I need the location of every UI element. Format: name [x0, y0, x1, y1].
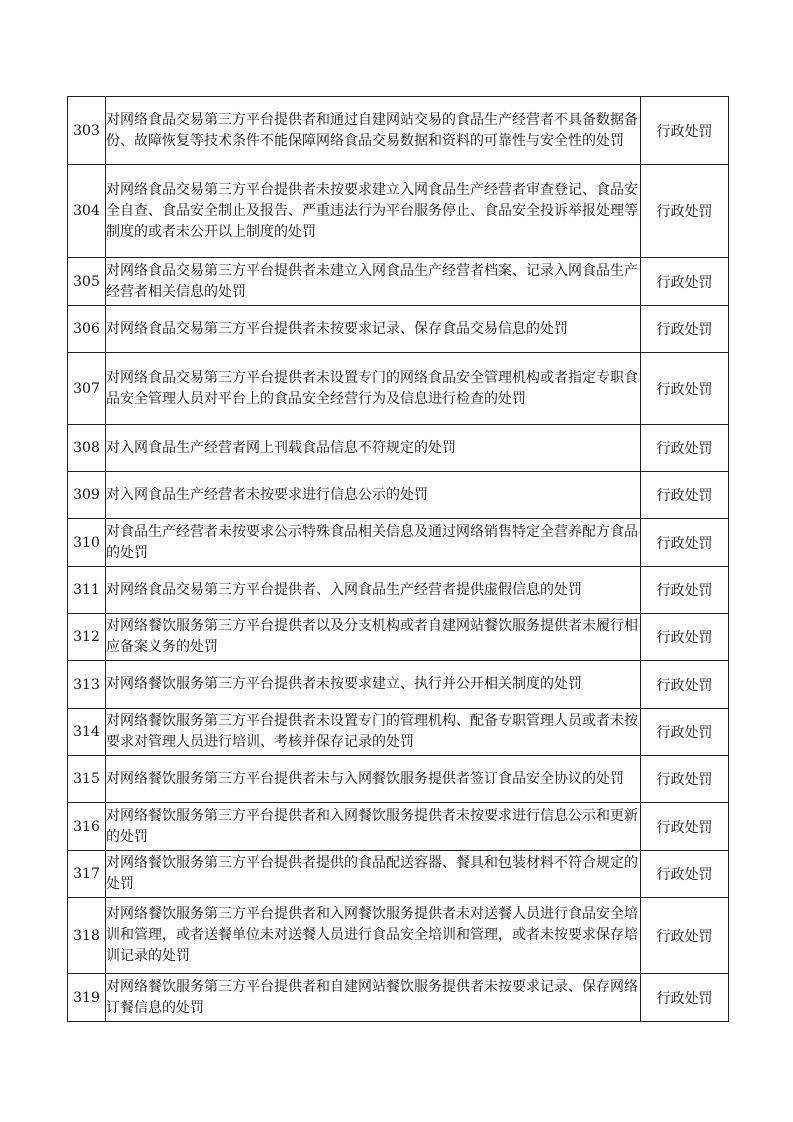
item-type: 行政处罚: [641, 165, 729, 258]
table-row: [68, 709, 729, 756]
item-type: 行政处罚: [641, 306, 729, 353]
item-description: 对网络餐饮服务第三方平台提供者未设置专门的管理机构、配备专职管理人员或者未按要求对管理人员进行培训、考核并保存记录的处罚: [106, 709, 641, 756]
table-row: [68, 851, 729, 898]
item-description: 对网络食品交易第三方平台提供者未建立入网食品生产经营者档案、记录入网食品生产经营者相关信息的处罚: [106, 258, 641, 306]
penalty-items-table: [67, 96, 729, 1022]
table-row: [68, 756, 729, 803]
table-row: [68, 306, 729, 353]
row-number: 316: [68, 803, 106, 851]
row-number: 305: [68, 258, 106, 306]
item-type: 行政处罚: [641, 614, 729, 661]
table-row: [68, 898, 729, 974]
table-row: [68, 974, 729, 1022]
table-body: [68, 97, 729, 1022]
table-row: [68, 258, 729, 306]
table-row: [68, 567, 729, 614]
row-number: 311: [68, 567, 106, 614]
row-number: 306: [68, 306, 106, 353]
item-description: 对网络餐饮服务第三方平台提供者提供的食品配送容器、餐具和包装材料不符合规定的处罚: [106, 851, 641, 898]
item-type: 行政处罚: [641, 803, 729, 851]
item-description: 对入网食品生产经营者未按要求进行信息公示的处罚: [106, 472, 641, 519]
item-description: 对食品生产经营者未按要求公示特殊食品相关信息及通过网络销售特定全营养配方食品的处罚: [106, 519, 641, 567]
row-number: 314: [68, 709, 106, 756]
item-description: 对网络食品交易第三方平台提供者和通过自建网站交易的食品生产经营者不具备数据备份、故障恢复等技术条件不能保障网络食品交易数据和资料的可靠性与安全性的处罚: [106, 97, 641, 165]
item-type: 行政处罚: [641, 898, 729, 974]
table-row: [68, 165, 729, 258]
item-description: 对网络餐饮服务第三方平台提供者未按要求建立、执行并公开相关制度的处罚: [106, 661, 641, 709]
item-type: 行政处罚: [641, 97, 729, 165]
item-description: 对网络餐饮服务第三方平台提供者未与入网餐饮服务提供者签订食品安全协议的处罚: [106, 756, 641, 803]
item-type: 行政处罚: [641, 756, 729, 803]
row-number: 315: [68, 756, 106, 803]
item-type: 行政处罚: [641, 258, 729, 306]
table-row: [68, 519, 729, 567]
row-number: 319: [68, 974, 106, 1022]
row-number: 308: [68, 425, 106, 472]
item-description: 对网络食品交易第三方平台提供者、入网食品生产经营者提供虚假信息的处罚: [106, 567, 641, 614]
item-type: 行政处罚: [641, 974, 729, 1022]
item-description: 对网络食品交易第三方平台提供者未设置专门的网络食品安全管理机构或者指定专职食品安全管理人员对平台上的食品安全经营行为及信息进行检查的处罚: [106, 353, 641, 425]
item-type: 行政处罚: [641, 472, 729, 519]
item-type: 行政处罚: [641, 709, 729, 756]
row-number: 310: [68, 519, 106, 567]
row-number: 312: [68, 614, 106, 661]
row-number: 317: [68, 851, 106, 898]
row-number: 303: [68, 97, 106, 165]
row-number: 304: [68, 165, 106, 258]
table-row: [68, 425, 729, 472]
item-type: 行政处罚: [641, 851, 729, 898]
item-description: 对入网食品生产经营者网上刊载食品信息不符规定的处罚: [106, 425, 641, 472]
table-row: [68, 472, 729, 519]
item-description: 对网络餐饮服务第三方平台提供者以及分支机构或者自建网站餐饮服务提供者未履行相应备案义务的处罚: [106, 614, 641, 661]
item-type: 行政处罚: [641, 353, 729, 425]
table-row: [68, 803, 729, 851]
row-number: 309: [68, 472, 106, 519]
item-description: 对网络餐饮服务第三方平台提供者和入网餐饮服务提供者未对送餐人员进行食品安全培训和管理，或者送餐单位未对送餐人员进行食品安全培训和管理，或者未按要求保存培训记录的处罚: [106, 898, 641, 974]
row-number: 318: [68, 898, 106, 974]
item-description: 对网络食品交易第三方平台提供者未按要求记录、保存食品交易信息的处罚: [106, 306, 641, 353]
table-row: [68, 661, 729, 709]
table-row: [68, 353, 729, 425]
row-number: 307: [68, 353, 106, 425]
item-type: 行政处罚: [641, 567, 729, 614]
item-type: 行政处罚: [641, 519, 729, 567]
item-type: 行政处罚: [641, 661, 729, 709]
row-number: 313: [68, 661, 106, 709]
item-description: 对网络食品交易第三方平台提供者未按要求建立入网食品生产经营者审查登记、食品安全自查、食品安全制止及报告、严重违法行为平台服务停止、食品安全投诉举报处理等制度的或者未公开以上制度的处罚: [106, 165, 641, 258]
item-description: 对网络餐饮服务第三方平台提供者和入网餐饮服务提供者未按要求进行信息公示和更新的处罚: [106, 803, 641, 851]
table-row: [68, 614, 729, 661]
table-row: [68, 97, 729, 165]
item-type: 行政处罚: [641, 425, 729, 472]
item-description: 对网络餐饮服务第三方平台提供者和自建网站餐饮服务提供者未按要求记录、保存网络订餐信息的处罚: [106, 974, 641, 1022]
